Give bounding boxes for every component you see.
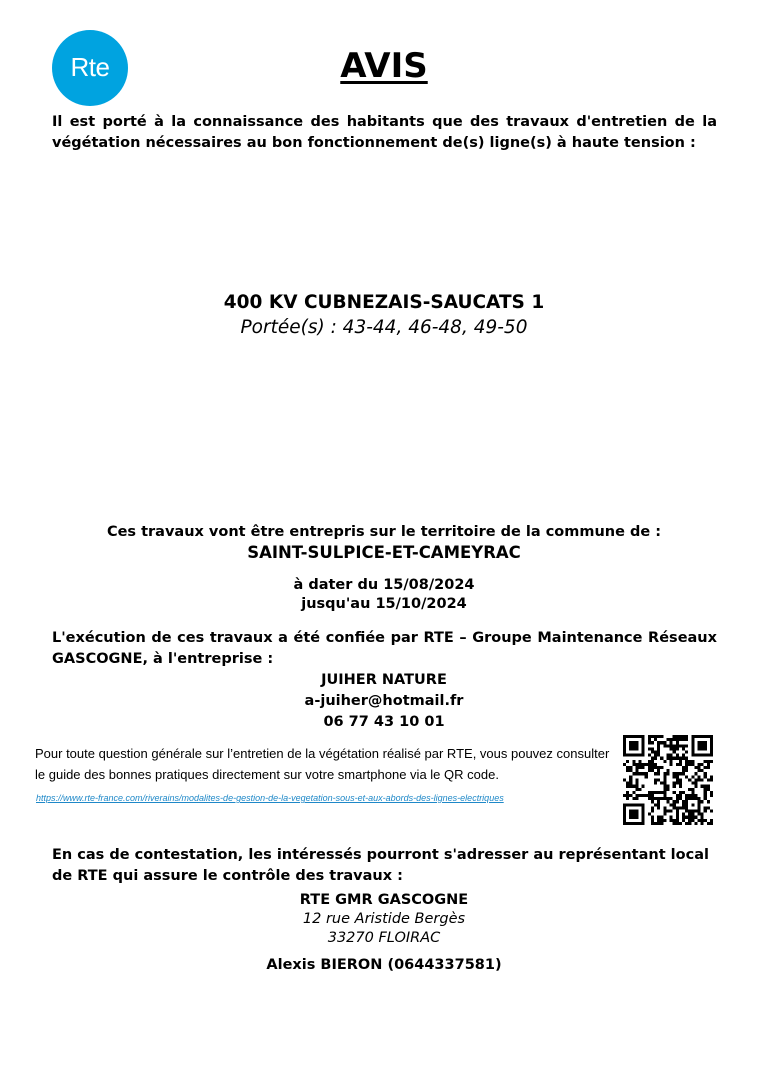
commune-name: SAINT-SULPICE-ET-CAMEYRAC — [247, 543, 521, 562]
general-info: Pour toute question générale sur l’entretien de la végétation réalisé par RTE, vous pouvez consulter le guide des bonnes pratiques directement sur votre smartphone via le QR code. — [35, 746, 610, 782]
line-name: 400 KV CUBNEZAIS-SAUCATS 1 — [223, 292, 545, 313]
guide-link[interactable]: https://www.rte-france.com/riverains/modalites-de-gestion-de-la-vegetation-sous-et-aux-abords-des-lignes-electriques — [36, 793, 504, 803]
date-to: jusqu'au 15/10/2024 — [301, 596, 467, 612]
execution-paragraph: L'exécution de ces travaux a été confiée par RTE – Groupe Maintenance Réseaux GASCOGNE, à l'entreprise : — [52, 630, 717, 667]
date-from: à dater du 15/08/2024 — [293, 577, 475, 593]
contestation-paragraph: En cas de contestation, les intéressés pourront s'adresser au représentant local de RTE qui assure le contrôle des travaux : — [52, 847, 709, 884]
representative-name: RTE GMR GASCOGNE — [299, 892, 469, 908]
page-title: AVIS — [340, 46, 428, 86]
line-spans: Portée(s) : 43-44, 46-48, 49-50 — [240, 317, 528, 338]
contractor-phone: 06 77 43 10 01 — [323, 714, 445, 730]
representative-contact: Alexis BIERON (0644337581) — [266, 957, 502, 973]
intro-paragraph: Il est porté à la connaissance des habitants que des travaux d'entretien de la végétation nécessaires au bon fonctionnement de(s) ligne(s) à haute tension : — [52, 114, 717, 151]
contractor-email[interactable]: a-juiher@hotmail.fr — [304, 693, 464, 709]
commune-intro: Ces travaux vont être entrepris sur le territoire de la commune de : — [106, 524, 662, 540]
rte-logo-text: Rte — [70, 51, 110, 82]
representative-city: 33270 FLOIRAC — [327, 930, 441, 946]
contractor-name: JUIHER NATURE — [321, 672, 447, 688]
representative-street: 12 rue Aristide Bergès — [302, 911, 466, 927]
qr-code-icon[interactable] — [623, 735, 713, 825]
